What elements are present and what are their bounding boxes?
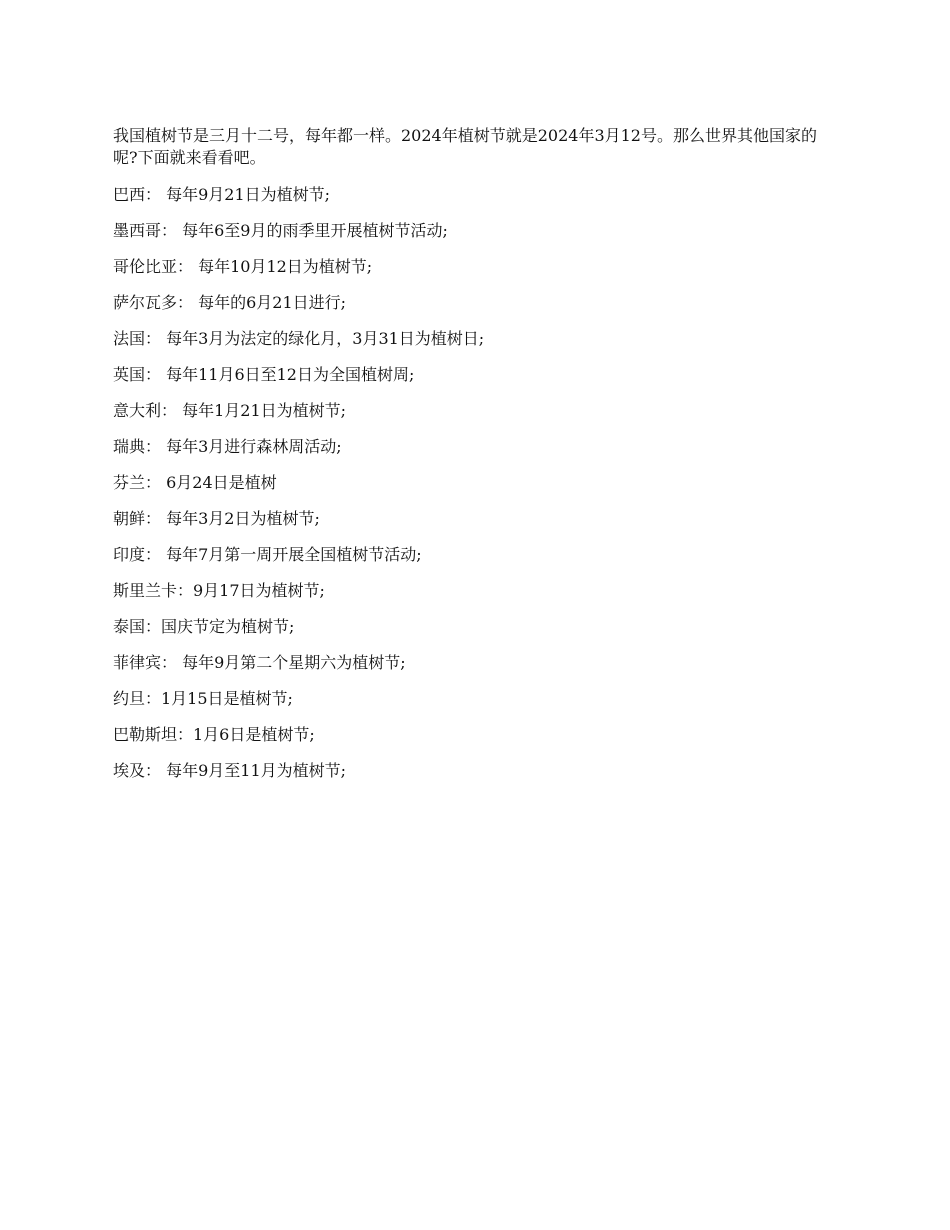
list-item: 意大利： 每年1月21日为植树节; [113, 400, 347, 420]
country-list [113, 184, 833, 783]
document-body [113, 125, 833, 796]
list-item: 英国： 每年11月6日至12日为全国植树周; [113, 364, 415, 384]
list-item: 朝鲜： 每年3月2日为植树节; [113, 508, 320, 528]
list-item: 泰国：国庆节定为植树节; [113, 616, 295, 636]
list-item: 约旦：1月15日是植树节; [113, 688, 293, 708]
intro-paragraph: 我国植树节是三月十二号，每年都一样。2024年植树节就是2024年3月12号。那么世界其他国家的呢?下面就来看看吧。 [113, 126, 817, 168]
list-item: 印度： 每年7月第一周开展全国植树节活动; [113, 544, 422, 564]
list-item: 法国： 每年3月为法定的绿化月，3月31日为植树日; [113, 328, 485, 348]
list-item: 巴勒斯坦：1月6日是植树节; [113, 724, 315, 744]
list-item: 巴西： 每年9月21日为植树节; [113, 184, 331, 204]
list-item: 斯里兰卡：9月17日为植树节; [113, 580, 325, 600]
list-item: 哥伦比亚： 每年10月12日为植树节; [113, 256, 373, 276]
list-item: 瑞典： 每年3月进行森林周活动; [113, 436, 342, 456]
list-item: 菲律宾： 每年9月第二个星期六为植树节; [113, 652, 406, 672]
list-item: 芬兰： 6月24日是植树 [113, 472, 277, 492]
list-item: 埃及： 每年9月至11月为植树节; [113, 760, 347, 780]
list-item: 墨西哥： 每年6至9月的雨季里开展植树节活动; [113, 220, 448, 240]
list-item: 萨尔瓦多： 每年的6月21日进行; [113, 292, 347, 312]
